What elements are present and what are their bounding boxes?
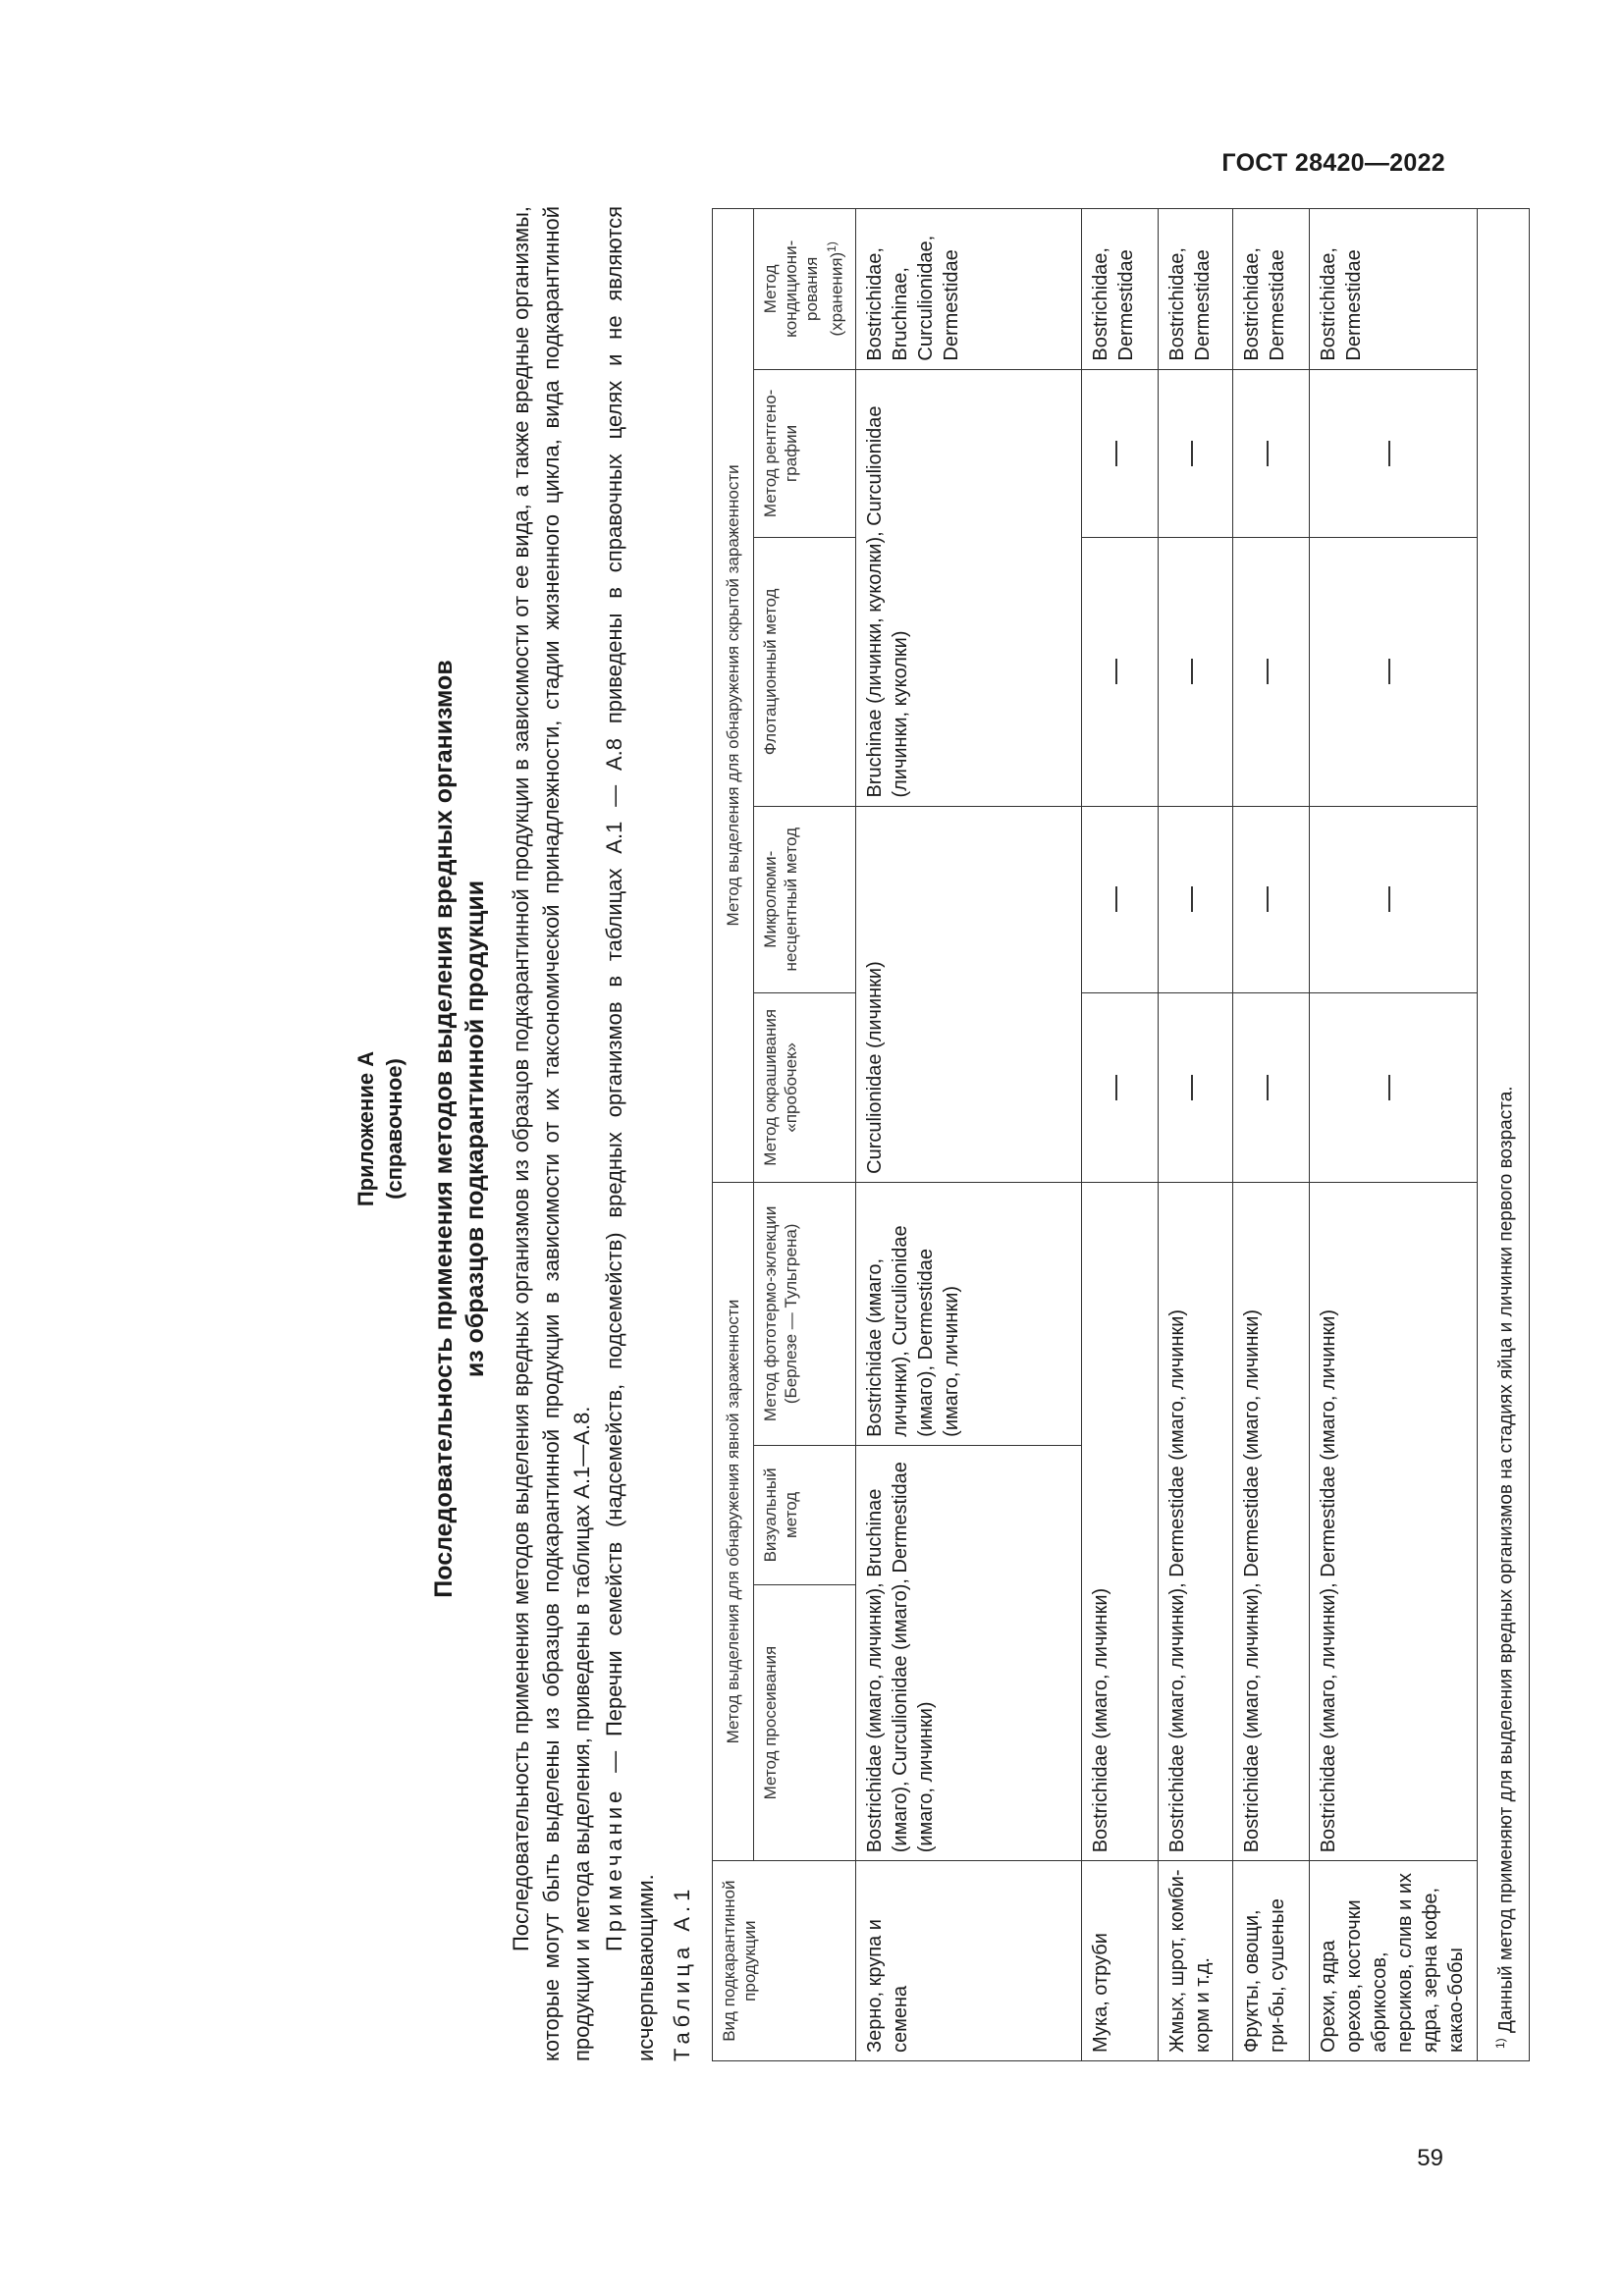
dash-mark [1191,441,1193,466]
cell-sieving-visual-photo: Bostrichidae (имаго, личинки), Dermestidae (имаго, личинки) [1158,1182,1232,1860]
cell-xray [1158,369,1232,538]
rotated-content [334,196,1516,2061]
page-title-line1: Последовательность применения методов выделения вредных организмов [430,660,458,1598]
header-group-explicit: Метод выделения для обнаружения явной зараженности [713,1182,754,1860]
cell-product: Фрукты, овощи, гри-бы, сушеные [1232,1861,1309,2061]
header-conditioning-sup: 1) [825,241,839,252]
footnote-mark: 1) [1492,2038,1507,2049]
dash-mark [1267,1075,1269,1100]
header-visual: Визуальный метод [754,1445,856,1584]
page-number: 59 [1417,2145,1443,2171]
dash-mark [1388,1075,1390,1100]
cell-staining [1309,992,1477,1182]
cell-flotation [1232,538,1309,806]
cell-microlum [1081,806,1158,992]
appendix-subtitle: (справочное) [382,1058,406,1200]
header-flotation: Флотационный метод [754,538,856,806]
table-label: Таблица А.1 [670,1884,694,2061]
header-photo: Метод фототермо-эклекции (Берлезе — Тульгрена) [754,1182,856,1445]
dash-mark [1115,441,1117,466]
cell-product: Орехи, ядра орехов, косточки абрикосов, персиков, слив и их ядра, зерна кофе, какао-бобы [1309,1861,1477,2061]
cell-photo: Bostrichidae (имаго, личинки), Curculionidae (имаго), Dermestidae (имаго, личинки) [855,1182,1081,1445]
table-row [855,209,1081,2061]
note-paragraph [599,206,662,2061]
cell-xray [1081,369,1158,538]
dash-mark [1267,886,1269,912]
header-conditioning-text: Метод кондициони-рования (хранения) [761,240,846,338]
table-row [1309,209,1477,2061]
cell-microlum [1309,806,1477,992]
cell-conditioning: Bostrichidae, Dermestidae [1232,209,1309,370]
table-header-row-2 [754,209,856,2061]
table-footnote-row [1477,209,1529,2061]
header-staining: Метод окрашивания «пробочек» [754,992,856,1182]
table-row [1081,209,1158,2061]
dash-mark [1388,441,1390,466]
cell-sieving-visual: Bostrichidae (имаго, личинки), Bruchinae (имаго), Curculionidae (имаго), Dermestidae (имаго, личинки) [855,1445,1081,1860]
page-title [428,196,491,2061]
note-text: — Перечни семейств (надсемейств, подсемейств) вредных организмов в таблицах А.1 — А.8 приведены в справочных целях и не являются исчерпывающими. [602,206,658,2061]
header-conditioning [754,209,856,370]
cell-sieving-visual-photo: Bostrichidae (имаго, личинки) [1081,1182,1158,1860]
cell-conditioning: Bostrichidae, Dermestidae [1081,209,1158,370]
cell-microlum [1158,806,1232,992]
cell-sieving-visual-photo: Bostrichidae (имаго, личинки), Dermestidae (имаго, личинки) [1232,1182,1309,1860]
page-title-line2: из образцов подкарантинной продукции [461,880,489,1378]
header-microlum: Микролюми-несцентный метод [754,806,856,992]
cell-staining [1081,992,1158,1182]
note-label: Примечание [602,1787,626,1951]
cell-conditioning: Bostrichidae, Dermestidae [1309,209,1477,370]
dash-mark [1191,1075,1193,1100]
table-footnote [1477,209,1529,2061]
cell-flotation [1081,538,1158,806]
header-product: Вид подкарантинной продукции [713,1861,856,2061]
header-group-hidden: Метод выделения для обнаружения скрытой зараженности [713,209,754,1183]
cell-product: Мука, отруби [1081,1861,1158,2061]
dash-mark [1267,441,1269,466]
cell-xray [1232,369,1309,538]
methods-table [712,208,1530,2061]
cell-sieving-visual-photo: Bostrichidae (имаго, личинки), Dermestidae (имаго, личинки) [1309,1182,1477,1860]
cell-conditioning: Bostrichidae, Dermestidae [1158,209,1232,370]
cell-flotation-xray: Bruchinae (личинки, куколки), Curculionidae (личинки, куколки) [855,369,1081,806]
footnote-text: Данный метод применяют для выделения вредных организмов на стадиях яйца и личинки первого возраста. [1494,1086,1516,2039]
cell-staining [1232,992,1309,1182]
cell-xray [1309,369,1477,538]
dash-mark [1115,659,1117,684]
dash-mark [1267,659,1269,684]
header-sieving: Метод просеивания [754,1584,856,1860]
dash-mark [1115,1075,1117,1100]
appendix-title: Приложение А [353,1050,378,1207]
cell-flotation [1309,538,1477,806]
cell-flotation [1158,538,1232,806]
cell-conditioning: Bostrichidae, Bruchinae, Curculionidae, Dermestidae [855,209,1081,370]
standard-code: ГОСТ 28420—2022 [1221,149,1445,177]
dash-mark [1388,659,1390,684]
dash-mark [1191,886,1193,912]
header-xray: Метод рентгено-графии [754,369,856,538]
cell-staining [1158,992,1232,1182]
table-header-row-1 [713,209,754,2061]
table-row [1232,209,1309,2061]
intro-paragraph: Последовательность применения методов выделения вредных организмов из образцов подкарантинной продукции в зависимости от ее вида, а также вредные организмы, которые могут быть выделены из образцов подкарантинной продукции в зависимости от их таксономической принадлежности, стадии жизненного цикла, вида подкарантинной продукции и метода выделения, приведены в таблицах А.1—А.8. [509,206,594,2061]
dash-mark [1115,886,1117,912]
table-row [1158,209,1232,2061]
cell-microlum [1232,806,1309,992]
dash-mark [1191,659,1193,684]
cell-product: Зерно, крупа и семена [855,1861,1081,2061]
dash-mark [1388,886,1390,912]
cell-product: Жмых, шрот, комби-корм и т.д. [1158,1861,1232,2061]
appendix-heading [352,196,408,2061]
cell-staining: Curculionidae (личинки) [855,806,1081,1182]
